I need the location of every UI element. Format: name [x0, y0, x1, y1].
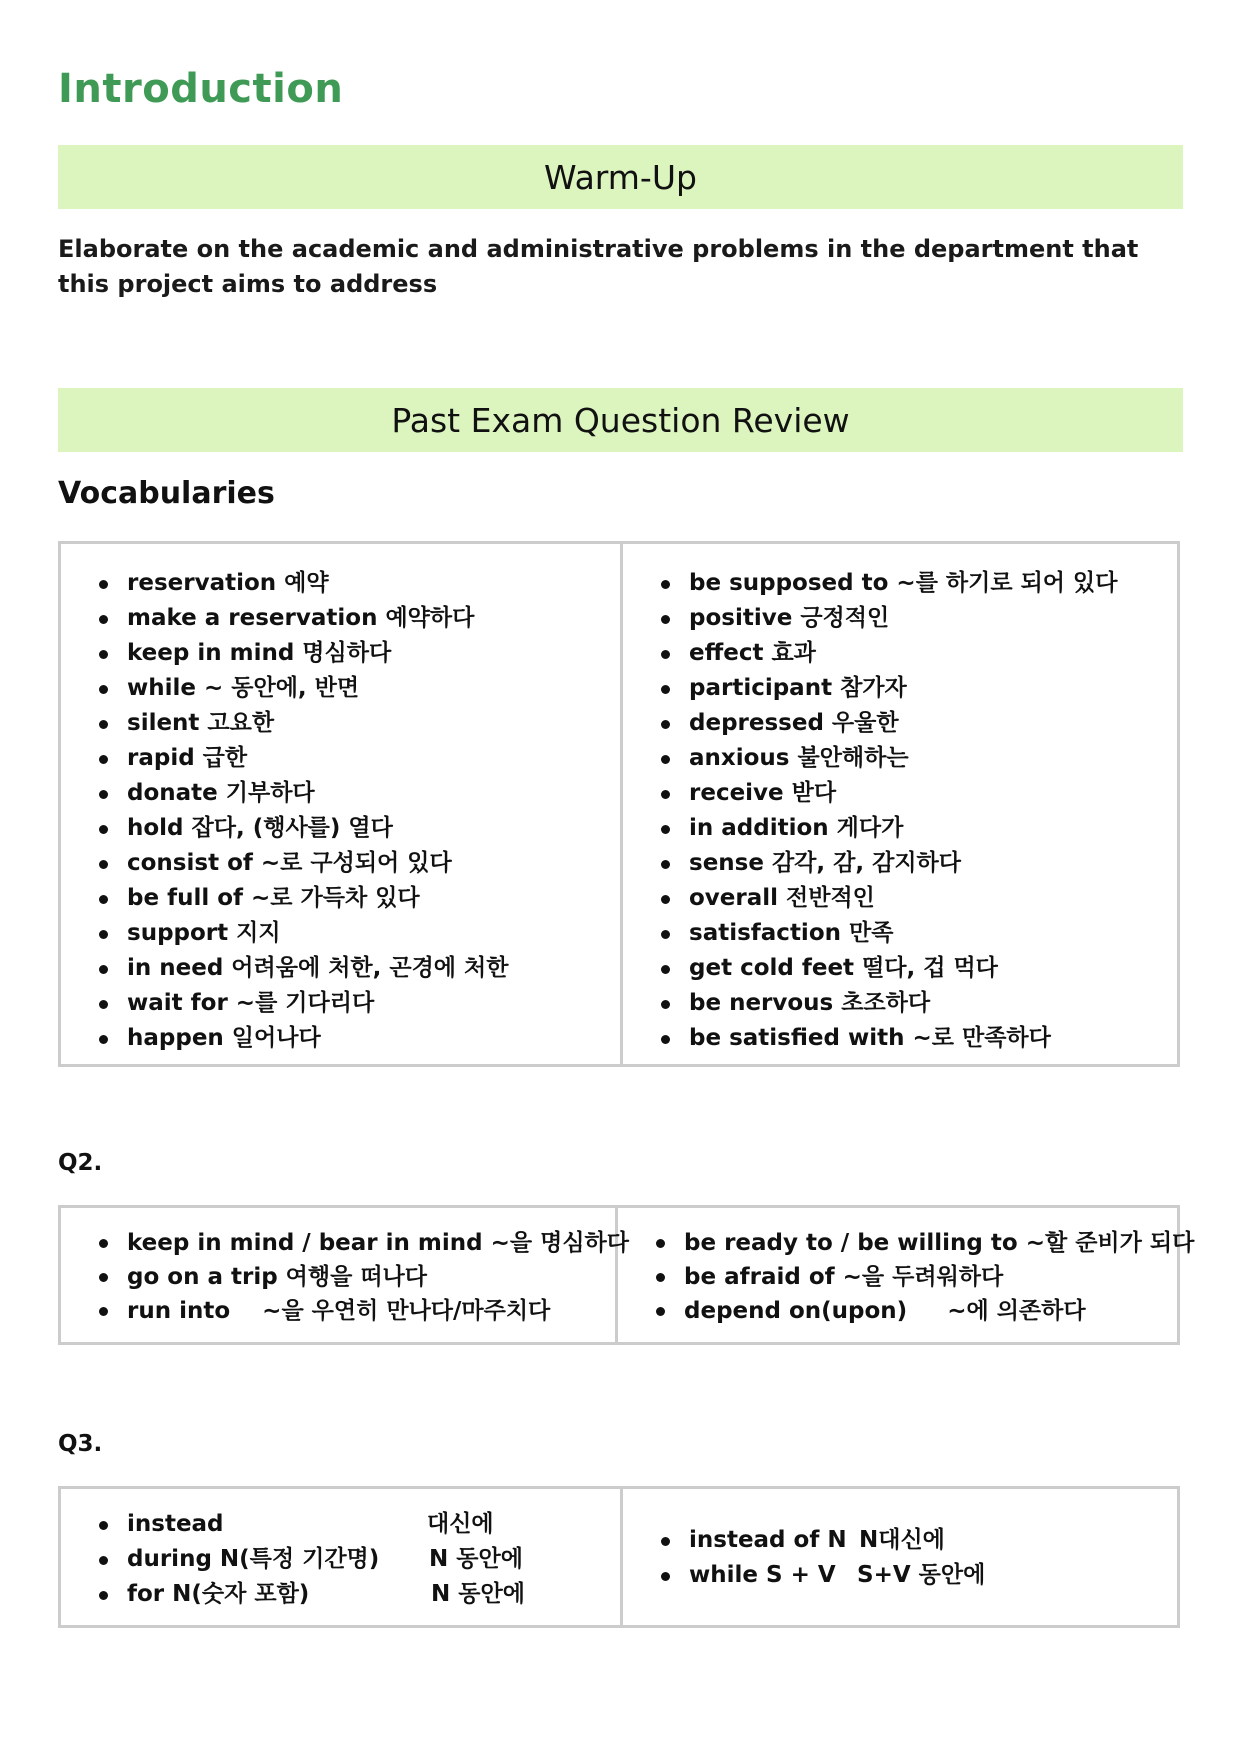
q2-label: Q2. [58, 1150, 103, 1176]
list-item: depend on(upon) ~에 의존하다 [652, 1294, 1194, 1328]
list-item: overall 전반적인 [657, 881, 1177, 916]
list-item: run into ~을 우연히 만나다/마주치다 [95, 1294, 615, 1328]
list-item: support 지지 [95, 916, 620, 951]
page-title: Introduction [58, 66, 344, 112]
list-item: go on a trip 여행을 떠나다 [95, 1260, 615, 1294]
warmup-banner [58, 145, 1183, 209]
list-item: keep in mind 명심하다 [95, 636, 620, 671]
list-item: be satisfied with ~로 만족하다 [657, 1021, 1177, 1056]
list-item: satisfaction 만족 [657, 916, 1177, 951]
warmup-heading: Warm-Up [544, 157, 697, 197]
list-item: participant 참가자 [657, 671, 1177, 706]
review-banner [58, 388, 1183, 452]
q2-column-right [618, 1208, 1194, 1342]
list-item: consist of ~로 구성되어 있다 [95, 846, 620, 881]
list-item: be full of ~로 가득차 있다 [95, 881, 620, 916]
list-item: be ready to / be willing to ~할 준비가 되다 [652, 1226, 1194, 1260]
list-item: depressed 우울한 [657, 706, 1177, 741]
meaning: N 동안에 [431, 1581, 525, 1607]
q3-list-right [657, 1523, 1177, 1593]
vocab-table [58, 541, 1180, 1067]
q3-column-right [623, 1489, 1177, 1625]
q3-label: Q3. [58, 1431, 103, 1457]
term: during N(특정 기간명) [127, 1546, 380, 1572]
q2-list-right [652, 1226, 1194, 1328]
list-item: while ~ 동안에, 반면 [95, 671, 620, 706]
list-item: be afraid of ~을 두려워하다 [652, 1260, 1194, 1294]
q3-table [58, 1486, 1180, 1628]
list-item: keep in mind / bear in mind ~을 명심하다 [95, 1226, 615, 1260]
list-item: silent 고요한 [95, 706, 620, 741]
list-item: get cold feet 떨다, 겁 먹다 [657, 951, 1177, 986]
list-item: hold 잡다, (행사를) 열다 [95, 811, 620, 846]
vocab-list-right [657, 566, 1177, 1056]
term: instead of N [689, 1527, 847, 1553]
list-item: be nervous 초조하다 [657, 986, 1177, 1021]
list-item: make a reservation 예약하다 [95, 601, 620, 636]
term: while S + V [689, 1562, 836, 1588]
list-item: in need 어려움에 처한, 곤경에 처한 [95, 951, 620, 986]
q2-table [58, 1205, 1195, 1345]
vocab-list-left [95, 566, 620, 1056]
list-item: wait for ~를 기다리다 [95, 986, 620, 1021]
vocab-column-left [61, 544, 623, 1064]
list-item [95, 1507, 620, 1542]
list-item: reservation 예약 [95, 566, 620, 601]
list-item [657, 1558, 1177, 1593]
review-heading: Past Exam Question Review [391, 400, 850, 440]
list-item [657, 1523, 1177, 1558]
list-item: rapid 급한 [95, 741, 620, 776]
q2-column-left [61, 1208, 629, 1342]
list-item: positive 긍정적인 [657, 601, 1177, 636]
list-item: effect 효과 [657, 636, 1177, 671]
term: instead [127, 1511, 224, 1537]
list-item: be supposed to ~를 하기로 되어 있다 [657, 566, 1177, 601]
meaning: N 동안에 [429, 1546, 523, 1572]
vocab-heading: Vocabularies [58, 476, 275, 511]
list-item: donate 기부하다 [95, 776, 620, 811]
list-item [95, 1577, 620, 1612]
list-item: anxious 불안해하는 [657, 741, 1177, 776]
q3-list-left [95, 1507, 620, 1612]
list-item: happen 일어나다 [95, 1021, 620, 1056]
meaning: N대신에 [859, 1527, 945, 1553]
list-item: in addition 게다가 [657, 811, 1177, 846]
list-item [95, 1542, 620, 1577]
vocab-column-right [623, 544, 1177, 1064]
q2-list-left [95, 1226, 629, 1328]
warmup-prompt: Elaborate on the academic and administrative problems in the department that this project aims to address [58, 235, 1139, 298]
meaning: 대신에 [427, 1511, 494, 1537]
list-item: receive 받다 [657, 776, 1177, 811]
term: for N(숫자 포함) [127, 1581, 310, 1607]
meaning: S+V 동안에 [857, 1562, 986, 1588]
list-item: sense 감각, 감, 감지하다 [657, 846, 1177, 881]
q3-column-left [61, 1489, 623, 1625]
